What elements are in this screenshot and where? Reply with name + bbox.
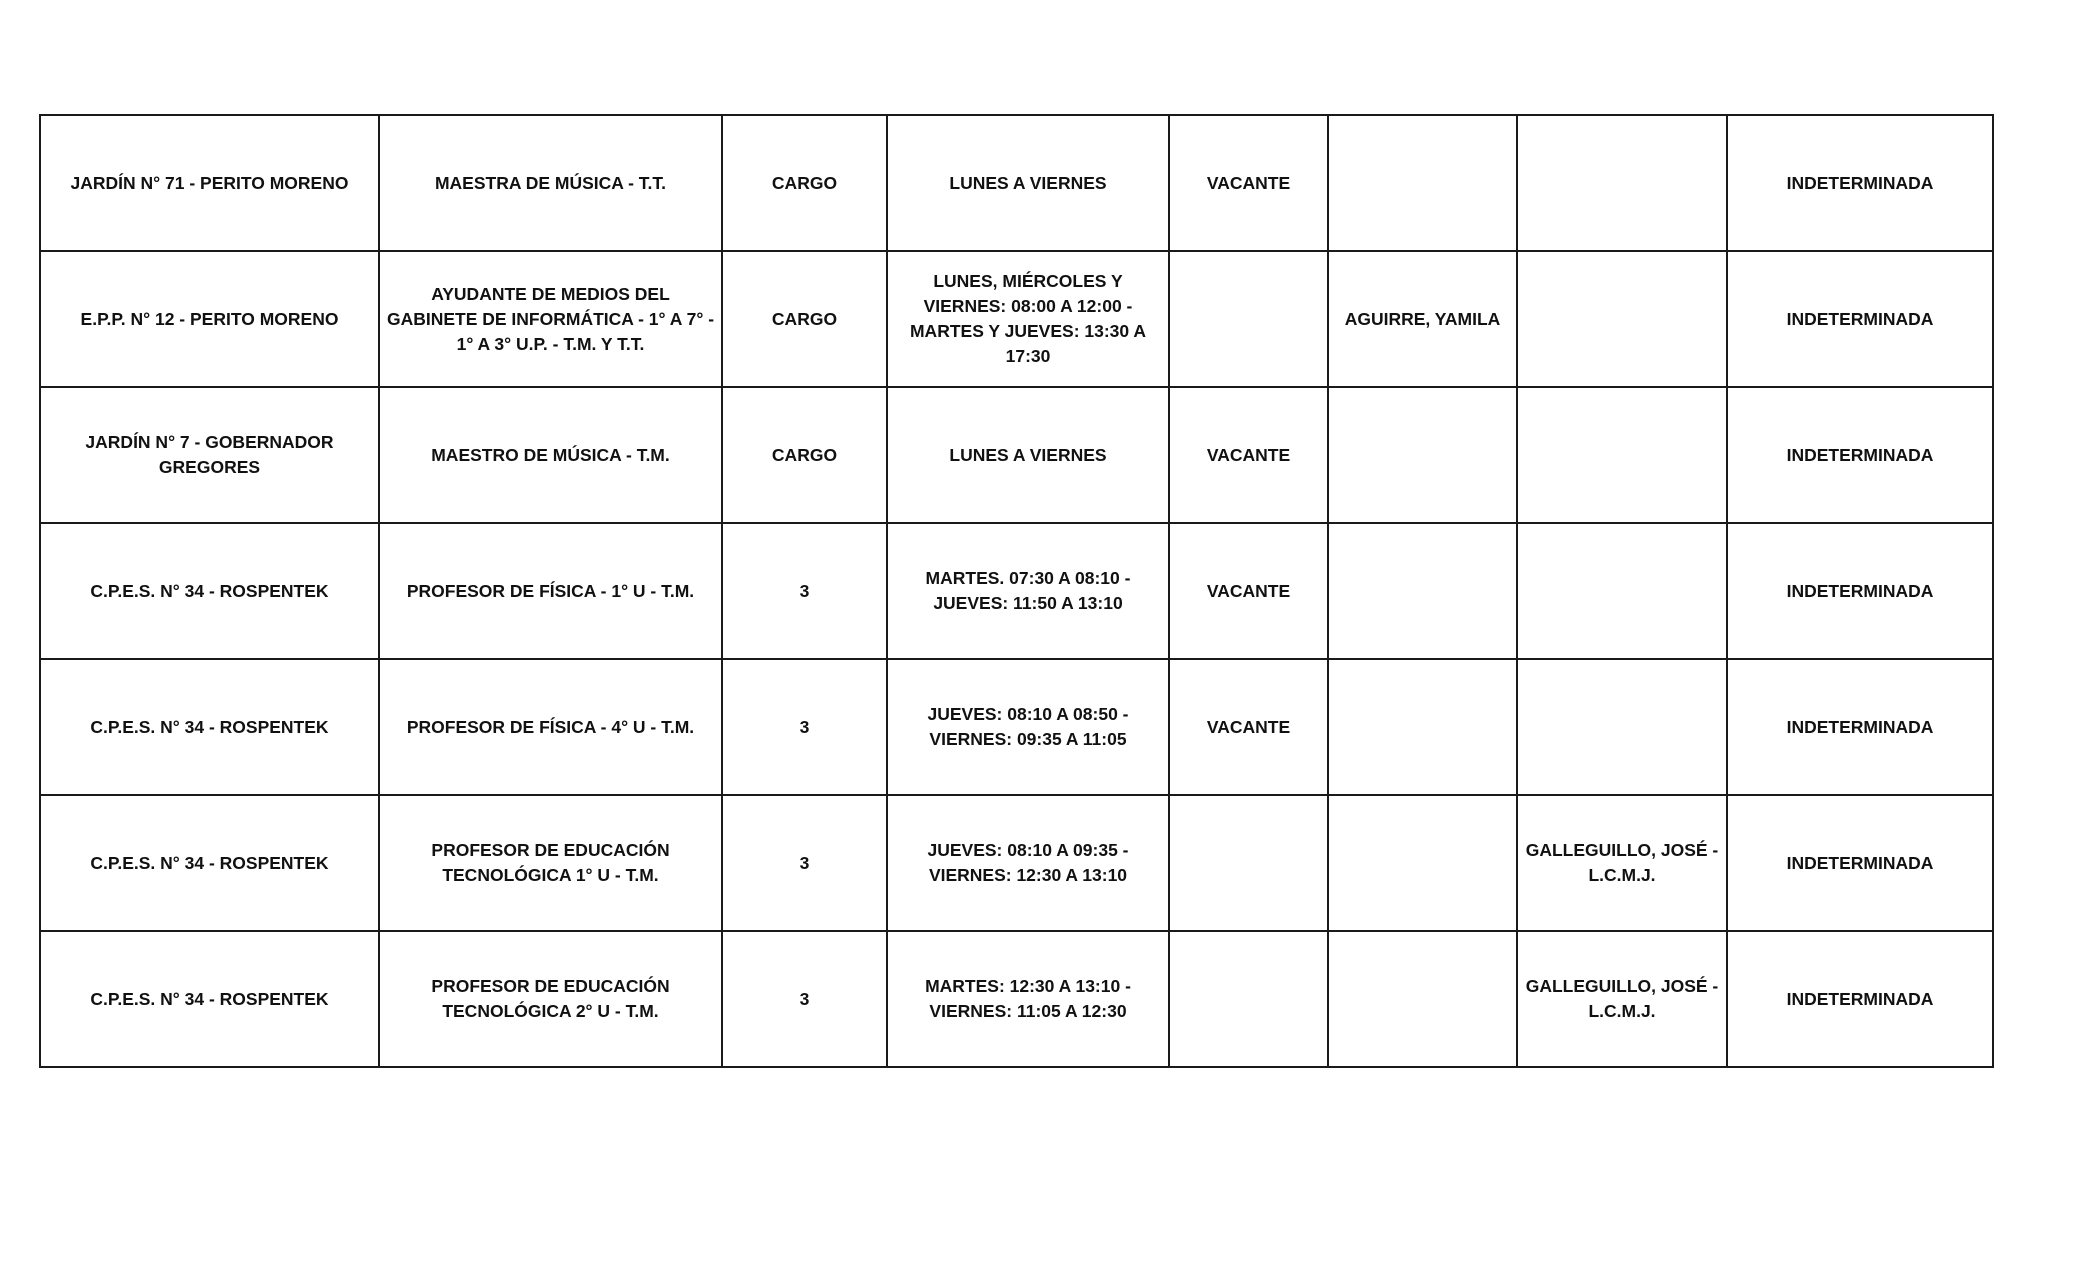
cell-horario: MARTES. 07:30 A 08:10 - JUEVES: 11:50 A 13:10: [887, 523, 1169, 659]
cell-situacion: [1169, 795, 1328, 931]
cell-horas: 3: [722, 931, 887, 1067]
cell-escuela: JARDÍN N° 7 - GOBERNADOR GREGORES: [40, 387, 379, 523]
table-row: [40, 795, 1993, 931]
cell-cargo: PROFESOR DE EDUCACIÓN TECNOLÓGICA 1° U - T.M.: [379, 795, 722, 931]
cell-duracion: INDETERMINADA: [1727, 387, 1993, 523]
cell-titular: [1328, 523, 1517, 659]
cell-horas: 3: [722, 659, 887, 795]
cell-horario: LUNES, MIÉRCOLES Y VIERNES: 08:00 A 12:00 - MARTES Y JUEVES: 13:30 A 17:30: [887, 251, 1169, 387]
cell-horas: 3: [722, 795, 887, 931]
cell-situacion: VACANTE: [1169, 115, 1328, 251]
cell-situacion: [1169, 251, 1328, 387]
table-row: [40, 115, 1993, 251]
cell-licencia: [1517, 115, 1727, 251]
cell-cargo: PROFESOR DE EDUCACIÓN TECNOLÓGICA 2° U - T.M.: [379, 931, 722, 1067]
cell-escuela: C.P.E.S. N° 34 - ROSPENTEK: [40, 523, 379, 659]
table-row: [40, 523, 1993, 659]
cell-cargo: PROFESOR DE FÍSICA - 1° U - T.M.: [379, 523, 722, 659]
cell-licencia: [1517, 659, 1727, 795]
cell-situacion: VACANTE: [1169, 659, 1328, 795]
cell-situacion: VACANTE: [1169, 523, 1328, 659]
cell-horario: LUNES A VIERNES: [887, 387, 1169, 523]
cell-licencia: GALLEGUILLO, JOSÉ - L.C.M.J.: [1517, 795, 1727, 931]
cell-duracion: INDETERMINADA: [1727, 115, 1993, 251]
cell-escuela: C.P.E.S. N° 34 - ROSPENTEK: [40, 795, 379, 931]
cell-duracion: INDETERMINADA: [1727, 251, 1993, 387]
cell-licencia: GALLEGUILLO, JOSÉ - L.C.M.J.: [1517, 931, 1727, 1067]
table-row: [40, 659, 1993, 795]
cell-horas: CARGO: [722, 115, 887, 251]
cell-horario: JUEVES: 08:10 A 09:35 - VIERNES: 12:30 A 13:10: [887, 795, 1169, 931]
cell-escuela: E.P.P. N° 12 - PERITO MORENO: [40, 251, 379, 387]
table-row: [40, 387, 1993, 523]
cell-duracion: INDETERMINADA: [1727, 523, 1993, 659]
cell-horas: CARGO: [722, 387, 887, 523]
cell-horario: JUEVES: 08:10 A 08:50 - VIERNES: 09:35 A 11:05: [887, 659, 1169, 795]
cell-horas: 3: [722, 523, 887, 659]
cell-titular: [1328, 659, 1517, 795]
cell-escuela: C.P.E.S. N° 34 - ROSPENTEK: [40, 659, 379, 795]
cell-escuela: C.P.E.S. N° 34 - ROSPENTEK: [40, 931, 379, 1067]
cell-situacion: VACANTE: [1169, 387, 1328, 523]
cell-duracion: INDETERMINADA: [1727, 931, 1993, 1067]
cell-licencia: [1517, 251, 1727, 387]
cell-horario: MARTES: 12:30 A 13:10 - VIERNES: 11:05 A 12:30: [887, 931, 1169, 1067]
cell-titular: [1328, 387, 1517, 523]
cell-cargo: MAESTRO DE MÚSICA - T.M.: [379, 387, 722, 523]
cell-horas: CARGO: [722, 251, 887, 387]
cell-licencia: [1517, 387, 1727, 523]
cell-licencia: [1517, 523, 1727, 659]
cell-cargo: MAESTRA DE MÚSICA - T.T.: [379, 115, 722, 251]
cell-duracion: INDETERMINADA: [1727, 659, 1993, 795]
cell-duracion: INDETERMINADA: [1727, 795, 1993, 931]
cell-situacion: [1169, 931, 1328, 1067]
cell-horario: LUNES A VIERNES: [887, 115, 1169, 251]
cell-titular: [1328, 931, 1517, 1067]
vacancies-table: [39, 114, 1994, 1068]
cell-titular: [1328, 795, 1517, 931]
cell-escuela: JARDÍN N° 71 - PERITO MORENO: [40, 115, 379, 251]
cell-cargo: AYUDANTE DE MEDIOS DEL GABINETE DE INFORMÁTICA - 1° A 7° - 1° A 3° U.P. - T.M. Y T.T.: [379, 251, 722, 387]
table-row: [40, 931, 1993, 1067]
cell-cargo: PROFESOR DE FÍSICA - 4° U - T.M.: [379, 659, 722, 795]
table-row: [40, 251, 1993, 387]
cell-titular: AGUIRRE, YAMILA: [1328, 251, 1517, 387]
cell-titular: [1328, 115, 1517, 251]
